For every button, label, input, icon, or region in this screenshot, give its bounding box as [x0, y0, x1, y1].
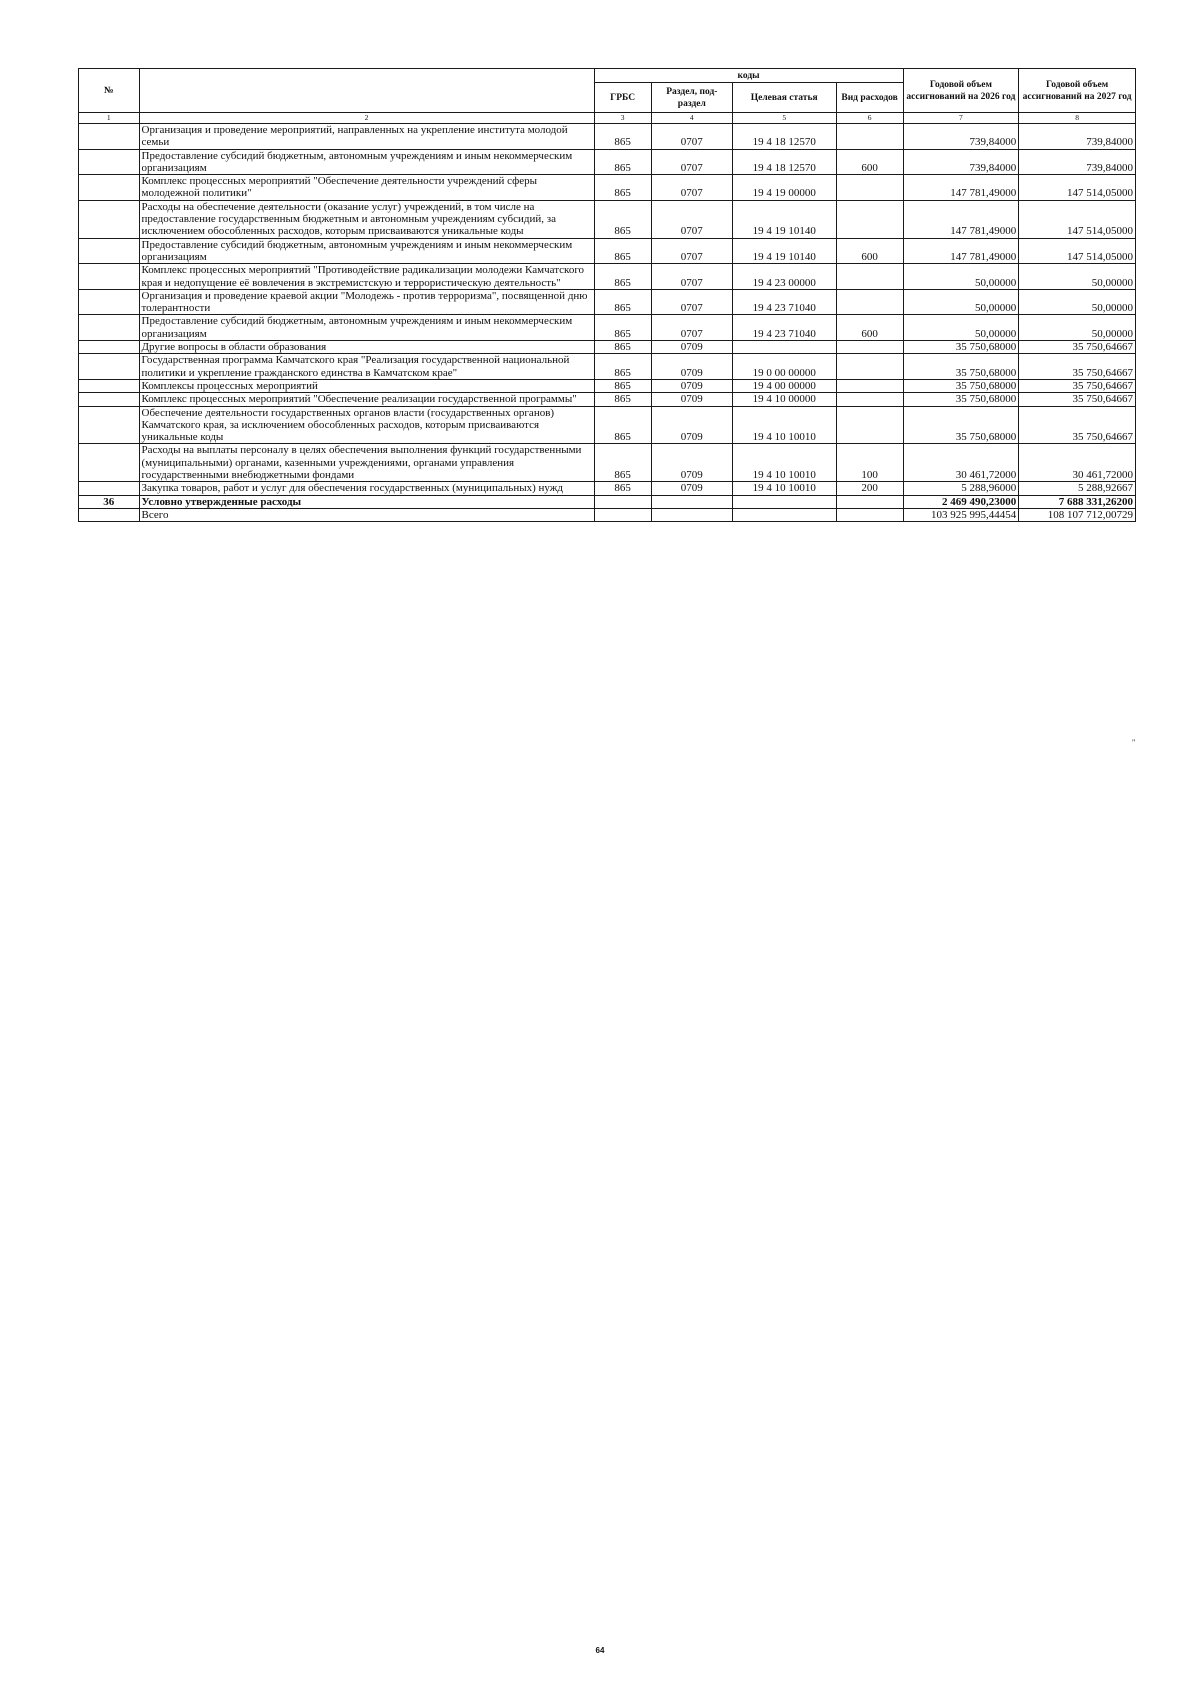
target-article-cell: 19 0 00 00000	[732, 354, 836, 380]
target-article-cell: 19 4 10 10010	[732, 482, 836, 495]
table-row	[79, 508, 1136, 521]
section-cell: 0707	[651, 238, 732, 264]
section-cell: 0707	[651, 149, 732, 175]
volume-2027-cell: 50,00000	[1019, 264, 1136, 290]
expense-type-cell	[836, 200, 903, 238]
row-name-cell: Всего	[139, 508, 594, 521]
section-cell: 0707	[651, 289, 732, 315]
row-name-cell: Организация и проведение мероприятий, направленных на укрепление института молодой семьи	[139, 124, 594, 150]
table-body	[79, 124, 1136, 522]
volume-2026-cell: 50,00000	[903, 264, 1019, 290]
table-row	[79, 444, 1136, 482]
grbs-cell: 865	[594, 406, 651, 444]
row-number-cell	[79, 175, 140, 201]
row-name-cell: Организация и проведение краевой акции "Молодежь - против терроризма", посвященной дню толерантности	[139, 289, 594, 315]
page-number: 64	[595, 1646, 605, 1655]
row-number-cell	[79, 508, 140, 521]
volume-2027-cell: 5 288,92667	[1019, 482, 1136, 495]
volume-2026-cell: 739,84000	[903, 124, 1019, 150]
target-article-cell: 19 4 10 10010	[732, 444, 836, 482]
volume-2027-cell: 108 107 712,00729	[1019, 508, 1136, 521]
volume-2026-cell: 50,00000	[903, 315, 1019, 341]
grbs-cell: 865	[594, 200, 651, 238]
section-cell: 0709	[651, 406, 732, 444]
volume-2027-cell: 147 514,05000	[1019, 200, 1136, 238]
expense-type-cell	[836, 495, 903, 508]
section-cell: 0707	[651, 315, 732, 341]
table-row	[79, 495, 1136, 508]
grbs-cell: 865	[594, 289, 651, 315]
row-number-cell	[79, 341, 140, 354]
table-row	[79, 341, 1136, 354]
section-cell	[651, 508, 732, 521]
section-cell: 0709	[651, 341, 732, 354]
section-cell: 0707	[651, 124, 732, 150]
row-number-cell	[79, 289, 140, 315]
section-cell: 0709	[651, 354, 732, 380]
expense-type-cell: 100	[836, 444, 903, 482]
volume-2027-cell: 35 750,64667	[1019, 406, 1136, 444]
expense-type-cell: 200	[836, 482, 903, 495]
row-number-cell	[79, 406, 140, 444]
table-row	[79, 315, 1136, 341]
grbs-cell: 865	[594, 124, 651, 150]
expense-type-cell	[836, 379, 903, 392]
volume-2026-cell: 35 750,68000	[903, 406, 1019, 444]
table-row	[79, 264, 1136, 290]
row-name-cell: Предоставление субсидий бюджетным, автономным учреждениям и иным некоммерческим организациям	[139, 315, 594, 341]
volume-2026-cell: 2 469 490,23000	[903, 495, 1019, 508]
row-name-cell: Комплекс процессных мероприятий "Обеспечение реализации государственной программы"	[139, 393, 594, 406]
grbs-cell	[594, 495, 651, 508]
budget-table	[78, 68, 1136, 522]
grbs-cell: 865	[594, 482, 651, 495]
row-number-cell	[79, 149, 140, 175]
row-number-cell	[79, 200, 140, 238]
volume-2027-cell: 35 750,64667	[1019, 354, 1136, 380]
expense-type-cell: 600	[836, 149, 903, 175]
header-grbs: ГРБС	[594, 83, 651, 113]
volume-2026-cell: 35 750,68000	[903, 379, 1019, 392]
volume-2027-cell: 739,84000	[1019, 124, 1136, 150]
target-article-cell: 19 4 18 12570	[732, 124, 836, 150]
section-cell: 0709	[651, 482, 732, 495]
row-number-cell	[79, 315, 140, 341]
row-name-cell: Предоставление субсидий бюджетным, автономным учреждениям и иным некоммерческим организациям	[139, 149, 594, 175]
grbs-cell: 865	[594, 354, 651, 380]
column-number-row	[79, 113, 1136, 124]
row-name-cell: Другие вопросы в области образования	[139, 341, 594, 354]
row-number-cell	[79, 264, 140, 290]
table-row	[79, 289, 1136, 315]
volume-2027-cell: 35 750,64667	[1019, 393, 1136, 406]
row-number-cell	[79, 354, 140, 380]
section-cell: 0707	[651, 264, 732, 290]
expense-type-cell	[836, 354, 903, 380]
column-number: 1	[79, 113, 140, 124]
target-article-cell: 19 4 10 10010	[732, 406, 836, 444]
volume-2027-cell: 147 514,05000	[1019, 175, 1136, 201]
column-number: 7	[903, 113, 1019, 124]
table-row	[79, 149, 1136, 175]
row-name-cell: Обеспечение деятельности государственных органов власти (государственных органов) Камчатского края, за исключением обособленных расходов, которым присваиваются уникальные коды	[139, 406, 594, 444]
target-article-cell: 19 4 10 00000	[732, 393, 836, 406]
grbs-cell: 865	[594, 379, 651, 392]
header-codes: коды	[594, 69, 903, 83]
volume-2027-cell: 50,00000	[1019, 289, 1136, 315]
grbs-cell: 865	[594, 175, 651, 201]
volume-2027-cell: 739,84000	[1019, 149, 1136, 175]
grbs-cell: 865	[594, 341, 651, 354]
header-name	[139, 69, 594, 113]
column-number: 4	[651, 113, 732, 124]
column-number: 8	[1019, 113, 1136, 124]
target-article-cell: 19 4 19 10140	[732, 200, 836, 238]
column-number: 3	[594, 113, 651, 124]
header-target: Целевая статья	[732, 83, 836, 113]
volume-2026-cell: 35 750,68000	[903, 393, 1019, 406]
volume-2027-cell: 35 750,64667	[1019, 379, 1136, 392]
grbs-cell: 865	[594, 315, 651, 341]
row-number-cell	[79, 444, 140, 482]
row-name-cell: Комплекс процессных мероприятий "Противодействие радикализации молодежи Камчатского края и недопущение её вовлечения в экстремистскую и террористическую деятельность"	[139, 264, 594, 290]
row-number-cell	[79, 124, 140, 150]
volume-2026-cell: 50,00000	[903, 289, 1019, 315]
column-number: 6	[836, 113, 903, 124]
expense-type-cell: 600	[836, 238, 903, 264]
row-name-cell: Условно утвержденные расходы	[139, 495, 594, 508]
expense-type-cell	[836, 393, 903, 406]
row-number-cell: 36	[79, 495, 140, 508]
volume-2026-cell: 147 781,49000	[903, 175, 1019, 201]
table-row	[79, 393, 1136, 406]
expense-type-cell	[836, 508, 903, 521]
grbs-cell	[594, 508, 651, 521]
table-row	[79, 354, 1136, 380]
table-row	[79, 175, 1136, 201]
expense-type-cell	[836, 124, 903, 150]
volume-2027-cell: 7 688 331,26200	[1019, 495, 1136, 508]
row-name-cell: Государственная программа Камчатского края "Реализация государственной национальной политики и укрепление гражданского единства в Камчатском крае"	[139, 354, 594, 380]
expense-type-cell	[836, 341, 903, 354]
row-name-cell: Расходы на выплаты персоналу в целях обеспечения выполнения функций государственными (муниципальными) органами, казенными учреждениями, органами управления государственными внебюджетными фондами	[139, 444, 594, 482]
column-number: 5	[732, 113, 836, 124]
row-number-cell	[79, 238, 140, 264]
volume-2026-cell: 739,84000	[903, 149, 1019, 175]
header-no: №	[79, 69, 140, 113]
target-article-cell: 19 4 19 10140	[732, 238, 836, 264]
volume-2026-cell: 147 781,49000	[903, 238, 1019, 264]
target-article-cell: 19 4 23 00000	[732, 264, 836, 290]
row-name-cell: Комплексы процессных мероприятий	[139, 379, 594, 392]
target-article-cell: 19 4 00 00000	[732, 379, 836, 392]
target-article-cell	[732, 495, 836, 508]
header-volume-2027: Годовой объем ассигнований на 2027 год	[1019, 69, 1136, 113]
section-cell: 0707	[651, 200, 732, 238]
table-row	[79, 200, 1136, 238]
row-number-cell	[79, 482, 140, 495]
section-cell: 0709	[651, 393, 732, 406]
expense-type-cell	[836, 175, 903, 201]
table-row	[79, 238, 1136, 264]
target-article-cell: 19 4 23 71040	[732, 289, 836, 315]
grbs-cell: 865	[594, 393, 651, 406]
header-expense-type: Вид расходов	[836, 83, 903, 113]
volume-2027-cell: 147 514,05000	[1019, 238, 1136, 264]
volume-2026-cell: 103 925 995,44454	[903, 508, 1019, 521]
header-volume-2026: Годовой объем ассигнований на 2026 год	[903, 69, 1019, 113]
section-cell: 0707	[651, 175, 732, 201]
table-row	[79, 406, 1136, 444]
volume-2027-cell: 50,00000	[1019, 315, 1136, 341]
row-name-cell: Предоставление субсидий бюджетным, автономным учреждениям и иным некоммерческим организациям	[139, 238, 594, 264]
row-number-cell	[79, 393, 140, 406]
expense-type-cell	[836, 406, 903, 444]
grbs-cell: 865	[594, 149, 651, 175]
header-section: Раздел, под-раздел	[651, 83, 732, 113]
row-name-cell: Расходы на обеспечение деятельности (оказание услуг) учреждений, в том числе на предоставление государственным бюджетным и автономным учреждениям субсидий, за исключением обособленных расходов, которым присваиваются уникальные коды	[139, 200, 594, 238]
table-row	[79, 124, 1136, 150]
expense-type-cell	[836, 264, 903, 290]
header-row-1	[79, 69, 1136, 83]
volume-2026-cell: 35 750,68000	[903, 341, 1019, 354]
volume-2027-cell: 35 750,64667	[1019, 341, 1136, 354]
closing-quote-mark: "	[1132, 738, 1136, 747]
row-name-cell: Комплекс процессных мероприятий "Обеспечение деятельности учреждений сферы молодежной политики"	[139, 175, 594, 201]
table-row	[79, 482, 1136, 495]
volume-2026-cell: 5 288,96000	[903, 482, 1019, 495]
grbs-cell: 865	[594, 238, 651, 264]
volume-2026-cell: 35 750,68000	[903, 354, 1019, 380]
row-number-cell	[79, 379, 140, 392]
section-cell	[651, 495, 732, 508]
target-article-cell: 19 4 19 00000	[732, 175, 836, 201]
volume-2026-cell: 147 781,49000	[903, 200, 1019, 238]
section-cell: 0709	[651, 444, 732, 482]
target-article-cell	[732, 508, 836, 521]
target-article-cell	[732, 341, 836, 354]
column-number: 2	[139, 113, 594, 124]
expense-type-cell	[836, 289, 903, 315]
grbs-cell: 865	[594, 264, 651, 290]
row-name-cell: Закупка товаров, работ и услуг для обеспечения государственных (муниципальных) нужд	[139, 482, 594, 495]
grbs-cell: 865	[594, 444, 651, 482]
expense-type-cell: 600	[836, 315, 903, 341]
volume-2026-cell: 30 461,72000	[903, 444, 1019, 482]
volume-2027-cell: 30 461,72000	[1019, 444, 1136, 482]
table-row	[79, 379, 1136, 392]
target-article-cell: 19 4 23 71040	[732, 315, 836, 341]
section-cell: 0709	[651, 379, 732, 392]
target-article-cell: 19 4 18 12570	[732, 149, 836, 175]
